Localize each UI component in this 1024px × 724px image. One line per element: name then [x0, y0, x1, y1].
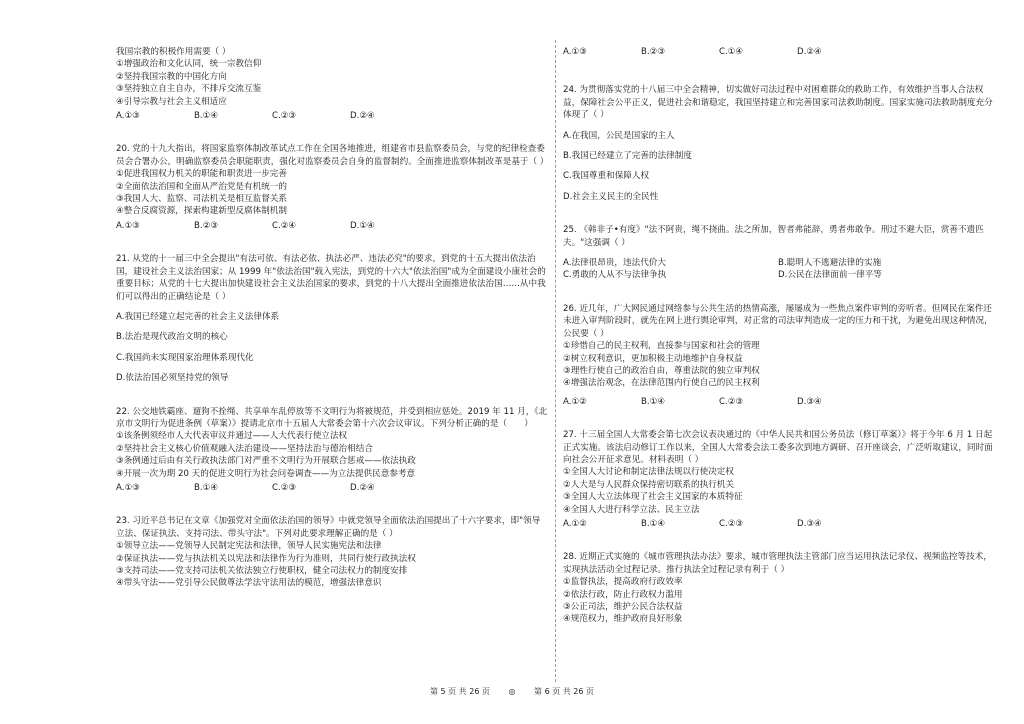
- question-stem: 28. 近期正式实施的《城市管理执法办法》要求，城市管理执法主管部门应当运用执法记录仪、视频监控等技术，实现执法活动全过程记录。推行执法全过程记录有利于（ ）: [563, 552, 992, 575]
- question-20: [116, 143, 548, 232]
- statement-3: ③全国人大立法体现了社会主义国家的本质特征: [563, 492, 743, 503]
- choice-b[interactable]: B.②③: [194, 220, 219, 231]
- question-28: [563, 551, 993, 625]
- question-19: [116, 46, 548, 122]
- statement-1: ①监督执法，提高政府行政效率: [563, 577, 683, 588]
- statement-1: ①全国人大讨论和制定法律法规以行使决定权: [563, 467, 734, 478]
- choice-a[interactable]: A.在我国，公民是国家的主人: [563, 130, 675, 141]
- question-stem: 我国宗教的积极作用需要（ ）: [116, 47, 231, 57]
- statement-1: ①该条例须经市人大代表审议并通过——人大代表行使立法权: [116, 431, 348, 442]
- question-stem: 27. 十三届全国人大常委会第七次会议表决通过的《中华人民共和国公务员法（修订草案）》将于今年 6 月 1 日起正式实施。该法启动修订工作以来，全国人大常委会法工委多次到地方调研、召开座谈会，广泛听取建议，同时面向社会公开征求意见。材料表明（ ）: [563, 430, 993, 465]
- statement-2: ②依法行政，防止行政权力滥用: [563, 589, 683, 600]
- right-column: [563, 46, 993, 633]
- statement-1: ①促进我国权力机关的职能和职责进一步完善: [116, 169, 287, 180]
- footer-separator-icon: ◎: [508, 687, 516, 696]
- statement-2: ②全面依法治国和全面从严治党是有机统一的: [116, 181, 287, 192]
- answer-choices: [563, 518, 993, 530]
- statement-3: ③理性行使自己的政治自由，尊重法院的独立审判权: [563, 365, 760, 376]
- statement-3: ③坚持独立自主自办，不排斥交流互鉴: [116, 84, 262, 95]
- choice-c[interactable]: C.②③: [719, 396, 744, 407]
- statement-4: ④增强法治观念，在法律范围内行使自己的民主权利: [563, 378, 760, 389]
- statement-2: ②坚持社会主义核心价值观融入法治建设——坚持法治与德治相结合: [116, 443, 373, 454]
- statement-2: ②人大是与人民群众保持密切联系的执行机关: [563, 479, 734, 490]
- question-stem: 26. 近几年，广大网民通过网络参与公共生活的热情高涨，屡屡成为一些焦点案件审判的旁听者。但网民在案件还未进入审判阶段时，就先在网上进行舆论审判，对正常的司法审判造成一定的压力和干扰，为避免出现这种情况，公民要（ ）: [563, 303, 993, 339]
- choice-a[interactable]: A.①③: [116, 111, 140, 122]
- choice-c[interactable]: C.我国尚未实现国家治理体系现代化: [116, 352, 254, 363]
- choice-c[interactable]: C.②④: [272, 220, 297, 231]
- choice-d[interactable]: D.②④: [350, 111, 375, 122]
- question-stem: 25. 《韩非子•有度》"法不阿贵，绳不挠曲。法之所加，智者弗能辞，勇者弗敢争。刑过不避大臣，赏善不遗匹夫。"这强调（ ）: [563, 225, 984, 248]
- choice-a[interactable]: A.①③: [116, 220, 140, 231]
- answer-choices: [116, 110, 548, 122]
- statement-3: ③我国人大、监察、司法机关是相互监督关系: [116, 194, 287, 205]
- choice-b[interactable]: B.②③: [641, 47, 666, 57]
- right-page-number: 第 6 页 共 26 页: [534, 687, 595, 696]
- choice-c[interactable]: C.勇敢的人从不与法律争执: [563, 270, 667, 281]
- choice-d[interactable]: D.③④: [797, 396, 822, 407]
- choice-a[interactable]: A.①③: [563, 47, 587, 57]
- choice-b[interactable]: B.法治是现代政治文明的核心: [116, 332, 228, 343]
- choice-a[interactable]: A.①②: [563, 518, 587, 529]
- question-25: [563, 224, 993, 282]
- choice-c[interactable]: C.②③: [272, 111, 297, 122]
- choice-b[interactable]: B.①④: [641, 396, 666, 407]
- question-26: [563, 303, 993, 408]
- choice-b[interactable]: B.①④: [194, 111, 219, 122]
- choice-c[interactable]: C.我国尊重和保障人权: [563, 171, 650, 182]
- choice-d[interactable]: D.②④: [797, 47, 822, 57]
- question-stem: 21. 从党的十一届三中全会提出"有法可依、有法必依、执法必严、违法必究"的要求，到党的十五大提出依法治国，建设社会主义法治国家；从 1999 年"依法治国"载入宪法，到党的十六大"依法治国"成为全面建设小康社会的重要目标；从党的十七大提出加快建设社会主义法治国家的要求，到党的十八大提出全面推进依法治国……从中我们可以得出的正确结论是（ ）: [116, 254, 546, 302]
- choice-d[interactable]: D.公民在法律面前一律平等: [778, 270, 882, 281]
- choice-c[interactable]: C.①④: [719, 47, 744, 57]
- statement-1: ①增强政治和文化认同，统一宗教信仰: [116, 59, 262, 70]
- question-27: [563, 429, 993, 530]
- question-23: [116, 515, 548, 589]
- choice-b[interactable]: B.①④: [194, 482, 219, 493]
- answer-choices: [116, 482, 548, 494]
- column-divider: [555, 40, 556, 682]
- statement-4: ④整合反腐资源，探索构建新型反腐体制机制: [116, 206, 287, 217]
- answer-choices: [116, 220, 548, 232]
- answer-choices: [563, 396, 993, 408]
- statement-4: ④规范权力，维护政府良好形象: [563, 614, 683, 625]
- statement-4: ④带头守法——党引导公民做尊法学法守法用法的模范，增强法律意识: [116, 578, 382, 589]
- choice-c[interactable]: C.②③: [272, 482, 297, 493]
- statement-3: ③支持司法——党支持司法机关依法独立行使职权，健全司法权力的制度安排: [116, 566, 408, 576]
- question-stem: 24. 为贯彻落实党的十八届三中全会精神，切实做好司法过程中对困难群众的救助工作，有效维护当事人合法权益，保障社会公平正义，促进社会和谐稳定，我国坚持建立和完善国家司法救助制度。国家实施司法救助制度充分体现了（ ）: [563, 85, 993, 121]
- page-footer: [0, 686, 1024, 697]
- statement-2: ②树立权利意识，更加积极主动地维护自身权益: [563, 353, 743, 364]
- statement-1: ①珍惜自己的民主权利，直接参与国家和社会的管理: [563, 341, 760, 352]
- choice-a[interactable]: A.法律很昂贵，违法代价大: [563, 258, 666, 269]
- question-stem: 22. 公交地铁霸座、遛狗不拴绳、共享单车乱停放等不文明行为将被规范，并受到相应惩处。2019 年 11 月，《北京市文明行为促进条例（草案）》提请北京市十五届人大常委会第十六次会议审议。下列分析正确的是（ ）: [116, 406, 548, 429]
- question-23-answer-choices: [563, 46, 993, 58]
- statement-4: ④全国人大进行科学立法、民主立法: [563, 504, 700, 515]
- question-stem: 23. 习近平总书记在文章《加强党对全面依法治国的领导》中就党领导全面依法治国提出了十六字要求，即"领导立法、保证执法、支持司法、带头守法"。下列对此要求理解正确的是（ ）: [116, 516, 541, 539]
- statement-3: ③公正司法，维护公民合法权益: [563, 602, 683, 612]
- left-column: [116, 46, 548, 597]
- choice-b[interactable]: B.聪明人不逃避法律的实施: [778, 258, 882, 269]
- choice-d[interactable]: D.社会主义民主的全民性: [563, 191, 659, 202]
- question-22: [116, 406, 548, 495]
- choice-a[interactable]: A.①②: [563, 396, 587, 407]
- choice-d[interactable]: D.依法治国必须坚持党的领导: [116, 373, 229, 384]
- question-24: [563, 84, 993, 203]
- choice-a[interactable]: A.①③: [116, 482, 140, 493]
- statement-4: ④开展一次为期 20 天的促进文明行为社会问卷调查——为立法提供民意参考意: [116, 468, 416, 479]
- statement-4: ④引导宗教与社会主义相适应: [116, 96, 227, 107]
- choice-c[interactable]: C.②③: [719, 518, 744, 529]
- choice-b[interactable]: B.①④: [641, 518, 666, 529]
- choice-d[interactable]: D.③④: [797, 518, 822, 529]
- statement-2: ②坚持我国宗教的中国化方向: [116, 71, 227, 82]
- question-stem: 20. 党的十九大指出，将国家监察体制改革试点工作在全国各地推进，组建省市县监察委员会，与党的纪律检查委员会合署办公，明确监察委员会职能职责，强化对监察委员会自身的监督制约。全面推进监察体制改革是基于（ ）: [116, 144, 549, 167]
- answer-choices: [563, 257, 993, 282]
- statement-2: ②保证执法——党与执法机关以宪法和法律作为行为准则，共同行使行政执法权: [116, 553, 416, 564]
- choice-b[interactable]: B.我国已经建立了完善的法律制度: [563, 151, 692, 162]
- choice-d[interactable]: D.①④: [350, 220, 375, 231]
- statement-1: ①领导立法——党领导人民制定宪法和法律，领导人民实施宪法和法律: [116, 541, 382, 552]
- question-21: [116, 253, 548, 384]
- choice-a[interactable]: A.我国已经建立起完善的社会主义法律体系: [116, 311, 280, 322]
- choice-d[interactable]: D.②④: [350, 482, 375, 493]
- statement-3: ③条例通过后由有关行政执法部门对严重不文明行为开展联合惩戒——依法执政: [116, 456, 416, 467]
- left-page-number: 第 5 页 共 26 页: [429, 687, 490, 696]
